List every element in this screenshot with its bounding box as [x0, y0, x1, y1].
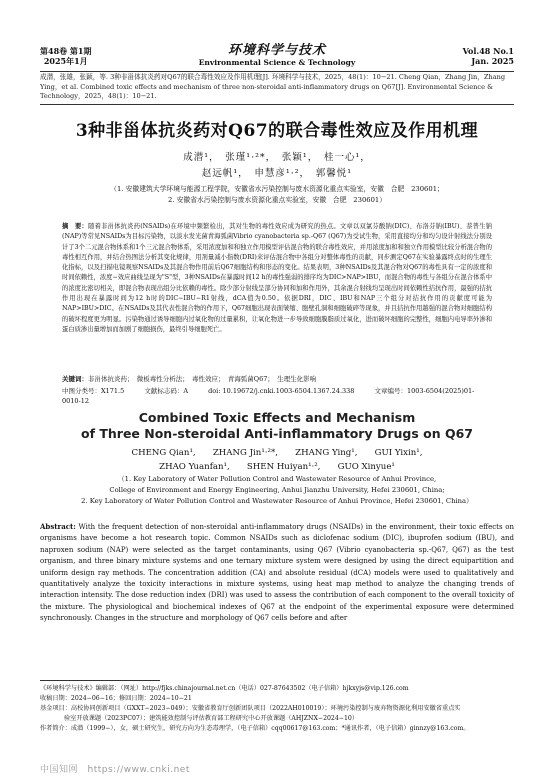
footnote-editorial: 《环境科学与技术》编辑部：（网址）http://fjks.chinajournal.net.cn（电话）027-87643502（电子信箱）hjkxyjs@vip.126.com: [40, 685, 409, 692]
abstract-cn-label: 摘 要：: [62, 223, 89, 230]
document-code: 文献标志码：A: [144, 387, 189, 395]
authors-cn-line1: 成潜¹， 张瑾¹·²*， 张颖¹， 桂一心¹，: [183, 152, 371, 163]
affiliation-en-1: （1. Key Laboratory of Water Pollution Control and Wastewater Resource of Anhui Province,: [117, 475, 437, 483]
authors-cn-line2: 赵远帆¹， 申慧彦¹·²， 郭馨悦¹: [201, 168, 353, 179]
header-right: [463, 46, 514, 66]
running-header: [40, 44, 514, 70]
footnote-funding-cont: 验室开放课题（2023PC07）；建筑能效控制与评估教育部工程研究中心开放课题（AHJZNX−2024−10）: [64, 715, 359, 722]
keywords-cn-label: 关键词：: [62, 375, 88, 383]
authors-en-line1: CHENG Qian¹, ZHANG Jin¹·²*, ZHANG Ying¹, GUI Yixin¹,: [131, 448, 423, 458]
affiliation-en-2: 2. Key Laboratory of Water Pollution Control and Wastewater Resource of Anhui Province, Hefei 230601, China）: [81, 497, 473, 505]
volume-cn: 第48卷 第1期: [40, 46, 92, 56]
abstract-en-text: With the frequent detection of non-steroidal anti-inflammatory drugs (NSAIDs) in the environment, their toxic effects on organisms have become a hot research topic. Common NSAIDs such as diclofenac sodium (DIC), ibuprofen sodium (IBU), and naproxen sodium (NAP) were selected as the target contaminants, using Q67 (Vibrio cyanobacteria sp.-Q67, Q67) as the test organism, and three binary mixture systems and one ternary mixture system were designed by using the direct equipartition and uniform design ray methods. The concentration addition (CA) and absolute residual (dCA) models were used to qualitatively and quantitatively analyze the toxicity interactions in mixture systems, using heat map method to analyze the changing trends of interaction intensity. The dose reduction index (DRI) was used to assess the contribution of each component to the overall toxicity of the mixture. The physiological and biochemical indexes of Q67 at the endpoint of the experimental exposure were determined synchronously. Changes in the structure and morphology of Q67 cells before and after: [40, 523, 514, 623]
header-center: [40, 44, 514, 68]
classification-line: [62, 386, 492, 406]
abstract-cn: [62, 222, 492, 335]
abstract-en: [40, 521, 514, 625]
volume-en: Vol.48 No.1: [462, 46, 514, 56]
footnote-rule: [40, 680, 160, 681]
title-cn: 3种非甾体抗炎药对Q67的联合毒性效应及作用机理: [75, 121, 479, 141]
affiliations-en: [70, 474, 484, 507]
footnote-funding: 基金项目：高校协同创新项目（GXXT−2023−049）；安徽省教育厅创新团队项目（2022AH010019）；环境污染控制与废弃物资源化利用安徽省重点实: [40, 705, 461, 712]
citation: 成潜，张雄，张颖，等. 3种非甾体抗炎药对Q67的联合毒性效应及作用机理[J]. 环境科学与技术，2025，48(1)：10−21. Cheng Qian，Zhang Jin，Zhang Ying，et al. Combined toxic effects and mechanism of three non-steroidal anti-inflammatory drugs on Q67[J]. Environmental Science & Technology，2025，48(1)：10−21.: [40, 73, 506, 100]
title-en-line2: of Three Non-steroidal Anti-inflammatory Drugs on Q67: [80, 426, 474, 441]
article-number: 文章编号：1003-6504(2025)01-0010-12: [62, 387, 475, 405]
journal-name-en: Environmental Science & Technology: [198, 58, 356, 67]
footnotes: [40, 684, 514, 734]
date-en: Jan. 2025: [471, 56, 514, 66]
title-en-line1: Combined Toxic Effects and Mechanism: [138, 410, 416, 425]
affiliation-cn-2: 2. 安徽省水污染控制与废水资源化重点实验室，安徽 合肥 230601）: [167, 196, 387, 204]
footnote-author-bio: 作者简介：成潜（1999−），女，硕士研究生，研究方向为生态毒理学，（电子信箱）cqq00617@163.com；*通讯作者，（电子信箱）ginnzy@163.com。: [40, 725, 470, 732]
authors-cn: [0, 150, 554, 182]
journal-logo: 环境科学与技术: [227, 43, 326, 58]
affiliations-cn: [40, 184, 514, 206]
affiliation-cn-1: （1. 安徽建筑大学环境与能源工程学院，安徽省水污染控制与废水资源化重点实验室，安徽 合肥 230601；: [110, 185, 444, 193]
keywords-cn-text: 非甾体抗炎药； 微板毒性分析法； 毒性效应； 青海弧菌Q67； 生理生化影响: [88, 375, 317, 383]
authors-en: [0, 446, 554, 474]
abstract-cn-text: 随着非甾体抗炎药(NSAIDs)在环境中频繁检出，其对生物的毒性效应成为研究的热点。文章以双氯芬酸钠(DIC)、布洛芬钠(IBU)、萘普生钠(NAP)等常见NSAIDs为目标污染物，以淡水发光菌青海弧菌Vibrio cyanobacteria sp.-Q67 (Q67)为受试生物，采用直接均分和均匀设计射线法分别设计了3个二元混合物体系和1个三元混合物体系，采用浓度加和和独立作用模型评估混合物的联合毒性效应，并用浓度加和和独立作用模型比较分析混合物的毒性相互作用，并结合热图法分析其变化规律，用剂量减小指数(DRI)来评估混合物中各组分对整体毒性的贡献，同步测定Q67在实验暴露终点时的生理生化指标，以及扫描电镜观察NSAIDs及其混合物作用前后Q67细胞结构和形态的变化。结果表明，3种NSAIDs及其混合物对Q67的毒性具有一定的浓度和时间依赖性，浓度−效应曲线呈现为"S"型，3种NSAIDs在暴露时间12 h的毒性强弱的排序均为DIC>NAP>IBU，而混合物的毒性与各组分在混合体系中的浓度比密切相关，即混合物表现出组分比依赖的毒性。除少部分射线呈部分协同和加和作用外，其余混合射线均呈现出时间依赖性拮抗作用，最强的拮抗作用出现在暴露时间为12 h时的DIC−IBU−R1射线，dCA值为0.50。依据DRI，DIC、IBU和NAP三个组分对拮抗作用的贡献度可能为NAP>IBU>DIC。在NSAIDs及其代表性混合物的作用下，Q67细胞出现表面皱缩、胞壁孔洞和细胞破碎等现象，并且拮抗作用越强的混合物对细胞结构的破坏程度更为明显。污染物通过诱导细胞内过氧化物的过量累积，让氧化物进一步导致细胞膜脂质过氧化，进而破坏细胞的完整性，细胞内电导率外渗和蛋白质渗出量增加而加剧了细胞损伤，最终引导细胞死亡。: [62, 223, 493, 333]
header-rule: [40, 71, 514, 72]
affiliation-en-1b: College of Environment and Energy Engineering, Anhui Jianzhu University, Hefei 230601, China;: [109, 486, 445, 494]
keywords-cn: [62, 374, 492, 384]
title-en: [0, 410, 554, 442]
clc-number: 中图分类号：X171.5: [62, 387, 125, 395]
abstract-en-label: Abstract:: [40, 522, 76, 531]
doi: doi: 10.19672/j.cnki.1003-6504.1367.24.338: [208, 387, 355, 395]
date-cn: 2025年1月: [43, 56, 88, 66]
watermark: 中国知网 https://www.cnki.net: [40, 765, 190, 775]
authors-en-line2: ZHAO Yuanfan¹, SHEN Huiyan¹·², GUO Xinyue¹: [159, 462, 395, 472]
footnote-dates: 收稿日期：2024−06−16；修回日期：2024−10−21: [40, 695, 192, 702]
citation-rule: [40, 104, 514, 105]
